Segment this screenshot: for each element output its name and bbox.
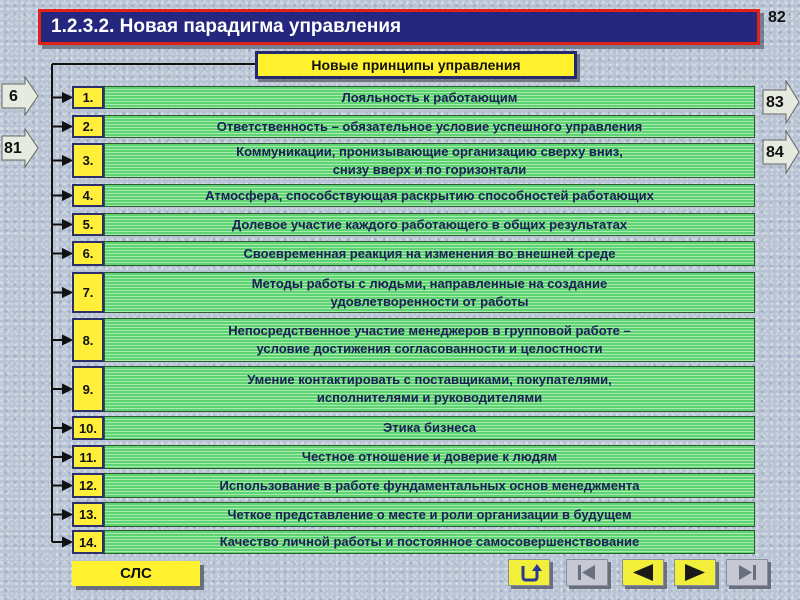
nav-arrow-left-6[interactable]: [1, 76, 39, 116]
last-icon: [727, 560, 767, 585]
connector-arrowhead: [63, 289, 71, 297]
principle-text: Непосредственное участие менеджеров в групповой работе – условие достижения согласованности и целостности: [104, 318, 755, 362]
principle-number: 1.: [72, 86, 104, 109]
principle-text: Атмосфера, способствующая раскрытию способностей работающих: [104, 184, 755, 207]
principle-text: Честное отношение и доверие к людям: [104, 445, 755, 469]
nav-label-right-83[interactable]: 83: [766, 94, 784, 111]
principle-text: Лояльность к работающим: [104, 86, 755, 109]
principle-text: Своевременная реакция на изменения во внешней среде: [104, 241, 755, 266]
principle-text: Ответственность – обязательное условие успешного управления: [104, 115, 755, 138]
return-icon: [509, 560, 549, 585]
principle-number: 8.: [72, 318, 104, 362]
principle-number: 3.: [72, 143, 104, 178]
connector-arrowhead: [63, 123, 71, 131]
page-title: 1.2.3.2. Новая парадигма управления: [38, 9, 760, 45]
principle-text: Умение контактировать с поставщиками, покупателями, исполнителями и руководителями: [104, 366, 755, 412]
connector-arrowhead: [63, 424, 71, 432]
connector-arrowhead: [63, 94, 71, 102]
next-icon: [675, 560, 715, 585]
principle-text: Использование в работе фундаментальных основ менеджмента: [104, 473, 755, 498]
first-icon: [567, 560, 607, 585]
section-subtitle: Новые принципы управления: [255, 51, 577, 79]
connector-arrowhead: [63, 385, 71, 393]
principle-number: 4.: [72, 184, 104, 207]
principle-text: Долевое участие каждого работающего в общих результатах: [104, 213, 755, 236]
prev-button[interactable]: [622, 559, 664, 586]
principle-number: 5.: [72, 213, 104, 236]
principle-number: 14.: [72, 530, 104, 554]
principle-number: 11.: [72, 445, 104, 469]
principle-number: 12.: [72, 473, 104, 498]
slc-button[interactable]: СЛС: [72, 561, 200, 586]
connector-arrowhead: [63, 250, 71, 258]
page-number: 82: [768, 9, 786, 26]
principle-number: 10.: [72, 416, 104, 440]
return-button[interactable]: [508, 559, 550, 586]
prev-icon: [623, 560, 663, 585]
connector-arrowhead: [63, 453, 71, 461]
principle-text: Коммуникации, пронизывающие организацию сверху вниз, снизу вверх и по горизонтали: [104, 143, 755, 178]
principle-text: Этика бизнеса: [104, 416, 755, 440]
connector-arrowhead: [63, 157, 71, 165]
next-button[interactable]: [674, 559, 716, 586]
principle-text: Четкое представление о месте и роли организации в будущем: [104, 502, 755, 527]
nav-label-left-81[interactable]: 81: [4, 140, 22, 157]
principle-number: 13.: [72, 502, 104, 527]
principle-number: 7.: [72, 272, 104, 313]
connector-arrowhead: [63, 538, 71, 546]
last-button[interactable]: [726, 559, 768, 586]
connector-arrowhead: [63, 336, 71, 344]
nav-label-right-84[interactable]: 84: [766, 144, 784, 161]
connector-arrowhead: [63, 482, 71, 490]
connector-arrowhead: [63, 192, 71, 200]
connector-arrowhead: [63, 221, 71, 229]
first-button[interactable]: [566, 559, 608, 586]
principle-text: Качество личной работы и постоянное самосовершенствование: [104, 530, 755, 554]
principle-text: Методы работы с людьми, направленные на создание удовлетворенности от работы: [104, 272, 755, 313]
principle-number: 9.: [72, 366, 104, 412]
principle-number: 2.: [72, 115, 104, 138]
nav-label-left-6[interactable]: 6: [9, 88, 18, 105]
connector-arrowhead: [63, 511, 71, 519]
principle-number: 6.: [72, 241, 104, 266]
